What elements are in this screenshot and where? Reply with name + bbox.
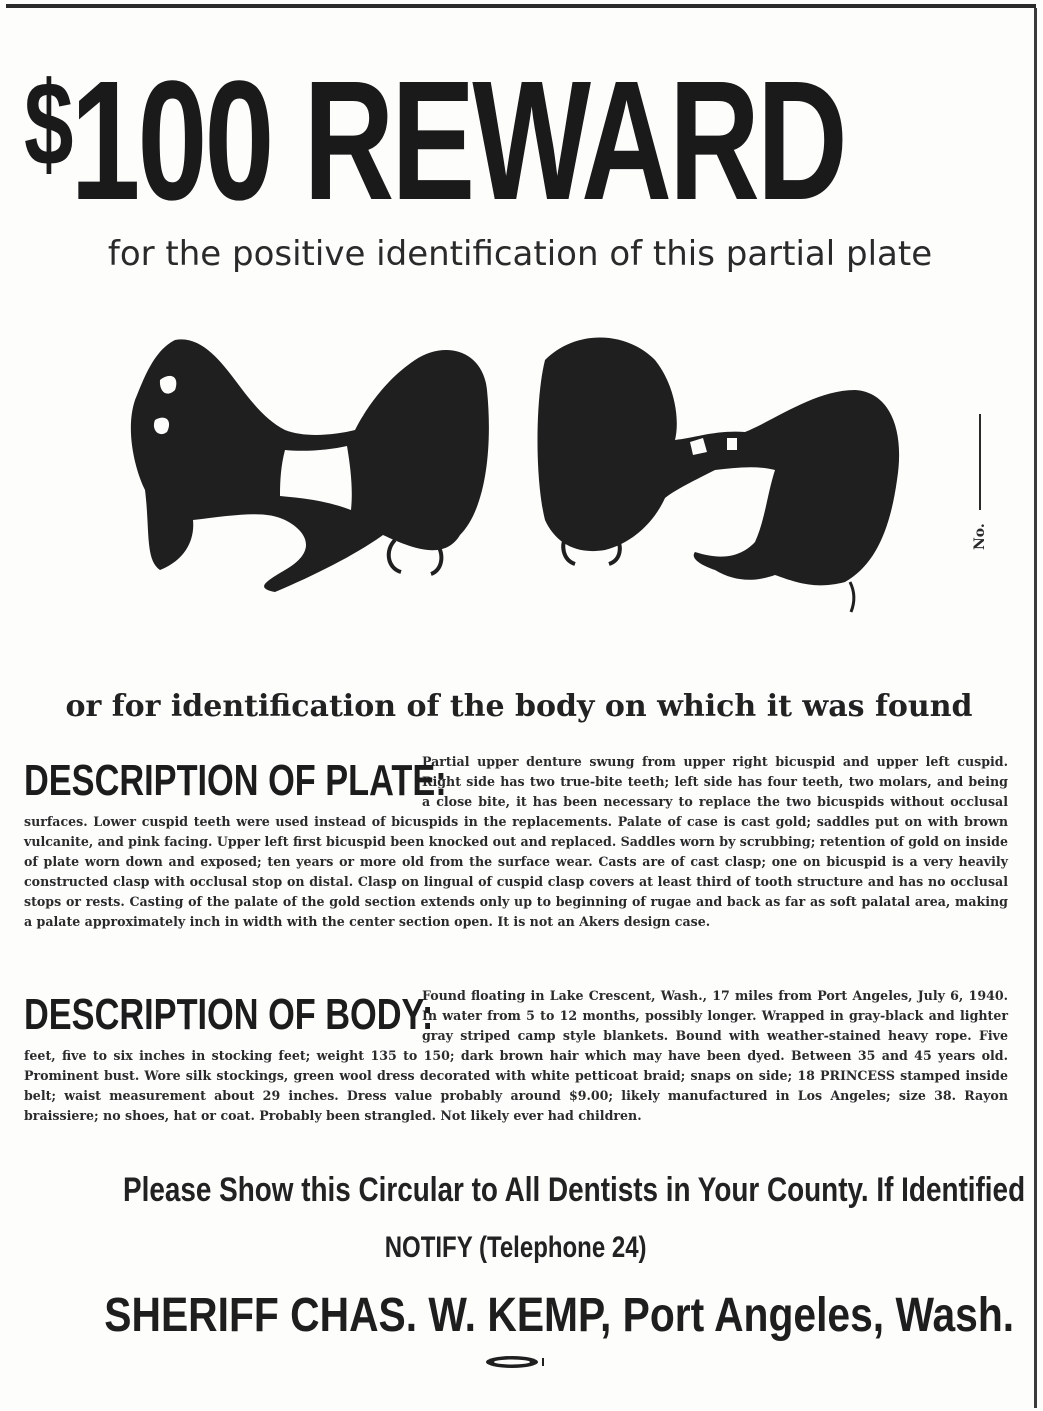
dentist-request-text: Please Show this Circular to All Dentists in Your County. If Identified bbox=[123, 1171, 1026, 1209]
body-description-text: Found floating in Lake Crescent, Wash., 17 miles from Port Angeles, July 6, 1940. In water from 5 to 12 months, possibly longer. Wrapped in gray-black and lighter gray striped camp style blankets. Bound with weather-stained heavy rope. Five feet, five to six inches in stocking feet; weight 135 to 150; dark brown hair which may have been dyed. Between 35 and 45 years old. Prominent bust. Wore silk stockings, green wool dress decorated with white petticoat braid; snaps on side; 18 PRINCESS stamped inside belt; waist measurement about 29 inches. Dress value probably around $9.00; likely manufactured in Los Angeles; size 38. Rayon braissiere; no shoes, hat or coat. Probably been strangled. Not likely ever had children. bbox=[24, 988, 1008, 1123]
plate-left-view bbox=[131, 339, 489, 592]
sheriff-contact-line bbox=[24, 1284, 1015, 1348]
headline-amount: 100 REWARD bbox=[70, 46, 845, 236]
reward-headline bbox=[24, 34, 845, 236]
partial-plate-photo bbox=[115, 320, 905, 630]
reward-subhead: for the positive identification of this partial plate bbox=[107, 234, 933, 274]
plate-description-text: Partial upper denture swung from upper right bicuspid and upper left cuspid. Right side has two true-bite teeth; left side has four teeth, two molars, and being a close bite, it has been necessary to replace the two bicuspids without occlusal surfaces. Lower cuspid teeth were used instead of bicuspids in the replacements. Palate of case is cast gold; saddles put on with brown vulcanite, and pink facing. Upper left first bicuspid been knocked out and replaced. Saddles worn by scrubbing; retention of gold on inside of plate worn down and exposed; ten years or more old from the surface wear. Casts are of cast clasp; one on bicuspid is a very heavily constructed clasp with occlusal stop on distal. Clasp on lingual of cuspid clasp covers at least third of tooth structure and has no occlusal stops or rests. Casting of the palate of the gold section extends only up to beginning of rugae and back as far as soft palatal area, making a palate approximately inch in width with the center section open. It is not an Akers design case. bbox=[24, 754, 1008, 929]
plate-description-section bbox=[24, 752, 1008, 932]
top-border-rule bbox=[6, 4, 1036, 8]
notify-text: NOTIFY (Telephone 24) bbox=[385, 1231, 647, 1264]
body-description-title: DESCRIPTION OF BODY: bbox=[24, 990, 434, 1039]
notify-line bbox=[24, 1226, 1008, 1270]
body-identification-line: or for identification of the body on which it was found bbox=[65, 689, 973, 724]
right-border-rule bbox=[1034, 8, 1037, 1408]
dentist-request-line bbox=[24, 1166, 1026, 1214]
plate-right-view bbox=[538, 338, 900, 613]
headline-dollar: $ bbox=[24, 57, 71, 191]
union-label-icon bbox=[480, 1354, 552, 1370]
body-description-section bbox=[24, 986, 1008, 1126]
side-label-text: No. bbox=[972, 523, 988, 550]
file-number-mark bbox=[962, 410, 992, 560]
sheriff-contact-text: SHERIFF CHAS. W. KEMP, Port Angeles, Wash. bbox=[104, 1289, 1015, 1342]
plate-description-title: DESCRIPTION OF PLATE: bbox=[24, 756, 447, 805]
